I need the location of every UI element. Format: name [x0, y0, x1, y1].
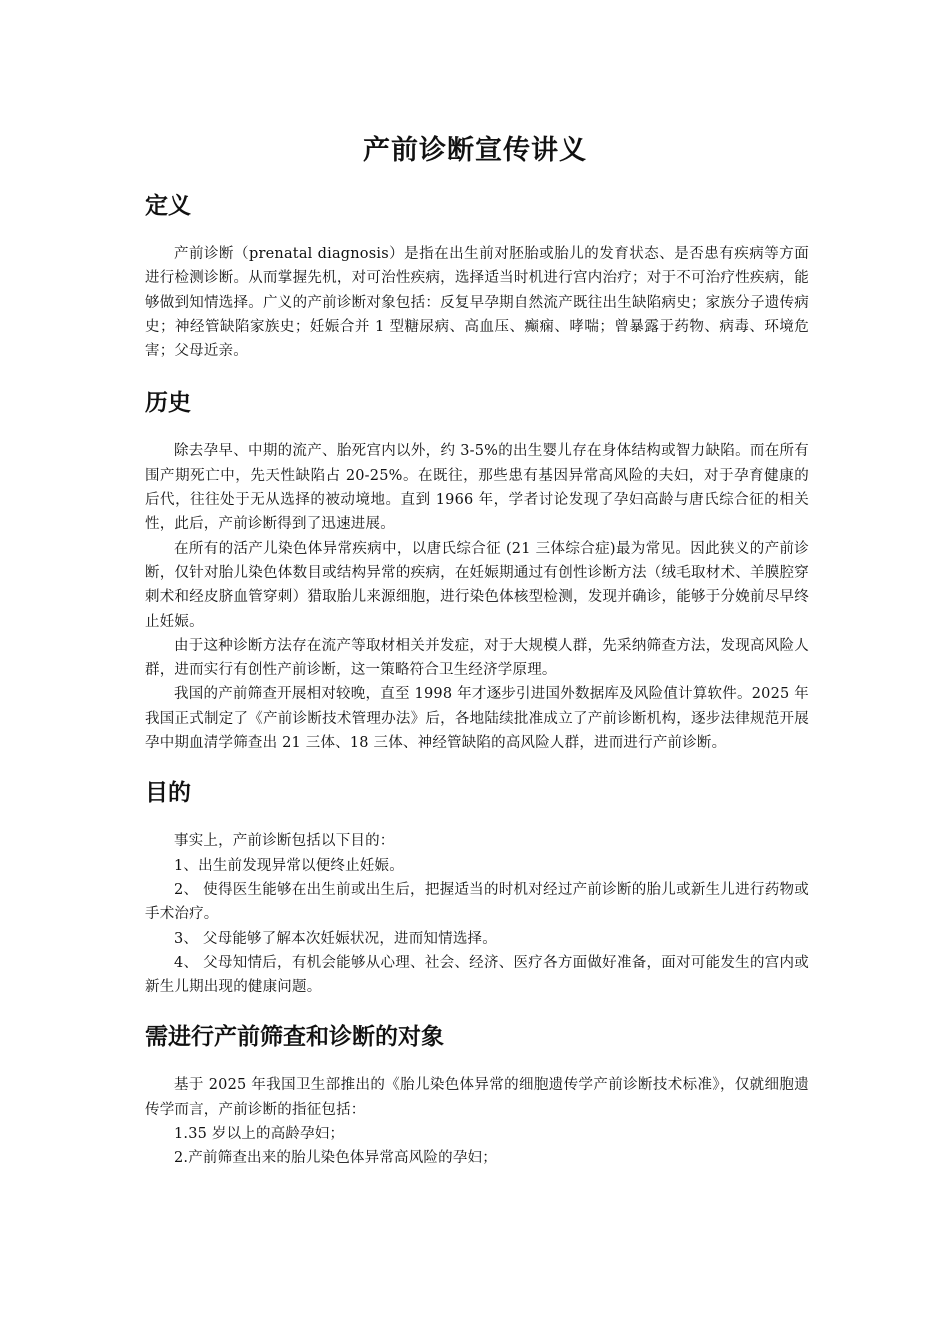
section-targets — [145, 1021, 809, 1170]
list-item: 4、 父母知情后，有机会能够从心理、社会、经济、医疗各方面做好准备，面对可能发生的宫内或新生儿期出现的健康问题。 — [145, 954, 809, 996]
paragraph: 由于这种诊断方法存在流产等取材相关并发症，对于大规模人群，先采纳筛查方法，发现高风险人群，进而实行有创性产前诊断，这一策略符合卫生经济学原理。 — [145, 637, 809, 679]
section-heading-purpose: 目的 — [145, 780, 191, 807]
paragraph: 基于 2025 年我国卫生部推出的《胎儿染色体异常的细胞遗传学产前诊断技术标准》，仅就细胞遗传学而言，产前诊断的指征包括： — [145, 1077, 809, 1118]
list-item: 1.35 岁以上的高龄孕妇； — [174, 1126, 345, 1143]
list-item: 1、出生前发现异常以便终止妊娠。 — [174, 857, 404, 874]
paragraph: 产前诊断（prenatal diagnosis）是指在出生前对胚胎或胎儿的发育状态、是否患有疾病等方面进行检测诊断。从而掌握先机，对可治性疾病，选择适当时机进行宫内治疗；对于不可治疗性疾病，能够做到知情选择。广义的产前诊断对象包括：反复早孕期自然流产既往出生缺陷病史；家族分子遗传病史；神经管缺陷家族史；妊娠合并 1 型糖尿病、高血压、癫痫、哮喘；曾暴露于药物、病毒、环境危害；父母近亲。 — [145, 246, 809, 360]
section-purpose — [145, 777, 809, 999]
paragraph: 事实上，产前诊断包括以下目的： — [174, 833, 395, 850]
section-definition — [145, 190, 809, 363]
section-heading-definition: 定义 — [145, 193, 191, 219]
paragraph: 在所有的活产儿染色体异常疾病中，以唐氏综合征 (21 三体综合症)最为常见。因此狭义的产前诊断，仅针对胎儿染色体数目或结构异常的疾病，在妊娠期通过有创性诊断方法（绒毛取材术、羊膜腔穿刺术和经皮脐血管穿刺）猎取胎儿来源细胞，进行染色体核型检测，发现并确诊，能够于分娩前尽早终止妊娠。 — [145, 540, 809, 630]
document-body — [145, 190, 809, 1171]
paragraph: 除去孕早、中期的流产、胎死宫内以外，约 3-5%的出生婴儿存在身体结构或智力缺陷。而在所有围产期死亡中，先天性缺陷占 20-25%。在既往，那些患有基因异常高风险的夫妇，对于孕育健康的后代，往往处于无从选择的被动境地。直到 1966 年，学者讨论发现了孕妇高龄与唐氏综合征的相关性，此后，产前诊断得到了迅速进展。 — [145, 443, 809, 533]
section-heading-history: 历史 — [145, 390, 191, 417]
section-heading-targets: 需进行产前筛查和诊断的对象 — [145, 1024, 444, 1051]
section-history — [145, 387, 809, 755]
list-item: 2.产前筛查出来的胎儿染色体异常高风险的孕妇； — [174, 1150, 497, 1167]
list-item: 2、 使得医生能够在出生前或出生后，把握适当的时机对经过产前诊断的胎儿或新生儿进行药物或手术治疗。 — [145, 881, 809, 923]
list-item: 3、 父母能够了解本次妊娠状况，进而知情选择。 — [174, 930, 497, 947]
document-title: 产前诊断宣传讲义 — [363, 135, 587, 166]
paragraph: 我国的产前筛查开展相对较晚，直至 1998 年才逐步引进国外数据库及风险值计算软件。2025 年我国正式制定了《产前诊断技术管理办法》后，各地陆续批准成立了产前诊断机构，逐步法律规范开展孕中期血清学筛查出 21 三体、18 三体、神经管缺陷的高风险人群，进而进行产前诊断。 — [145, 686, 809, 752]
